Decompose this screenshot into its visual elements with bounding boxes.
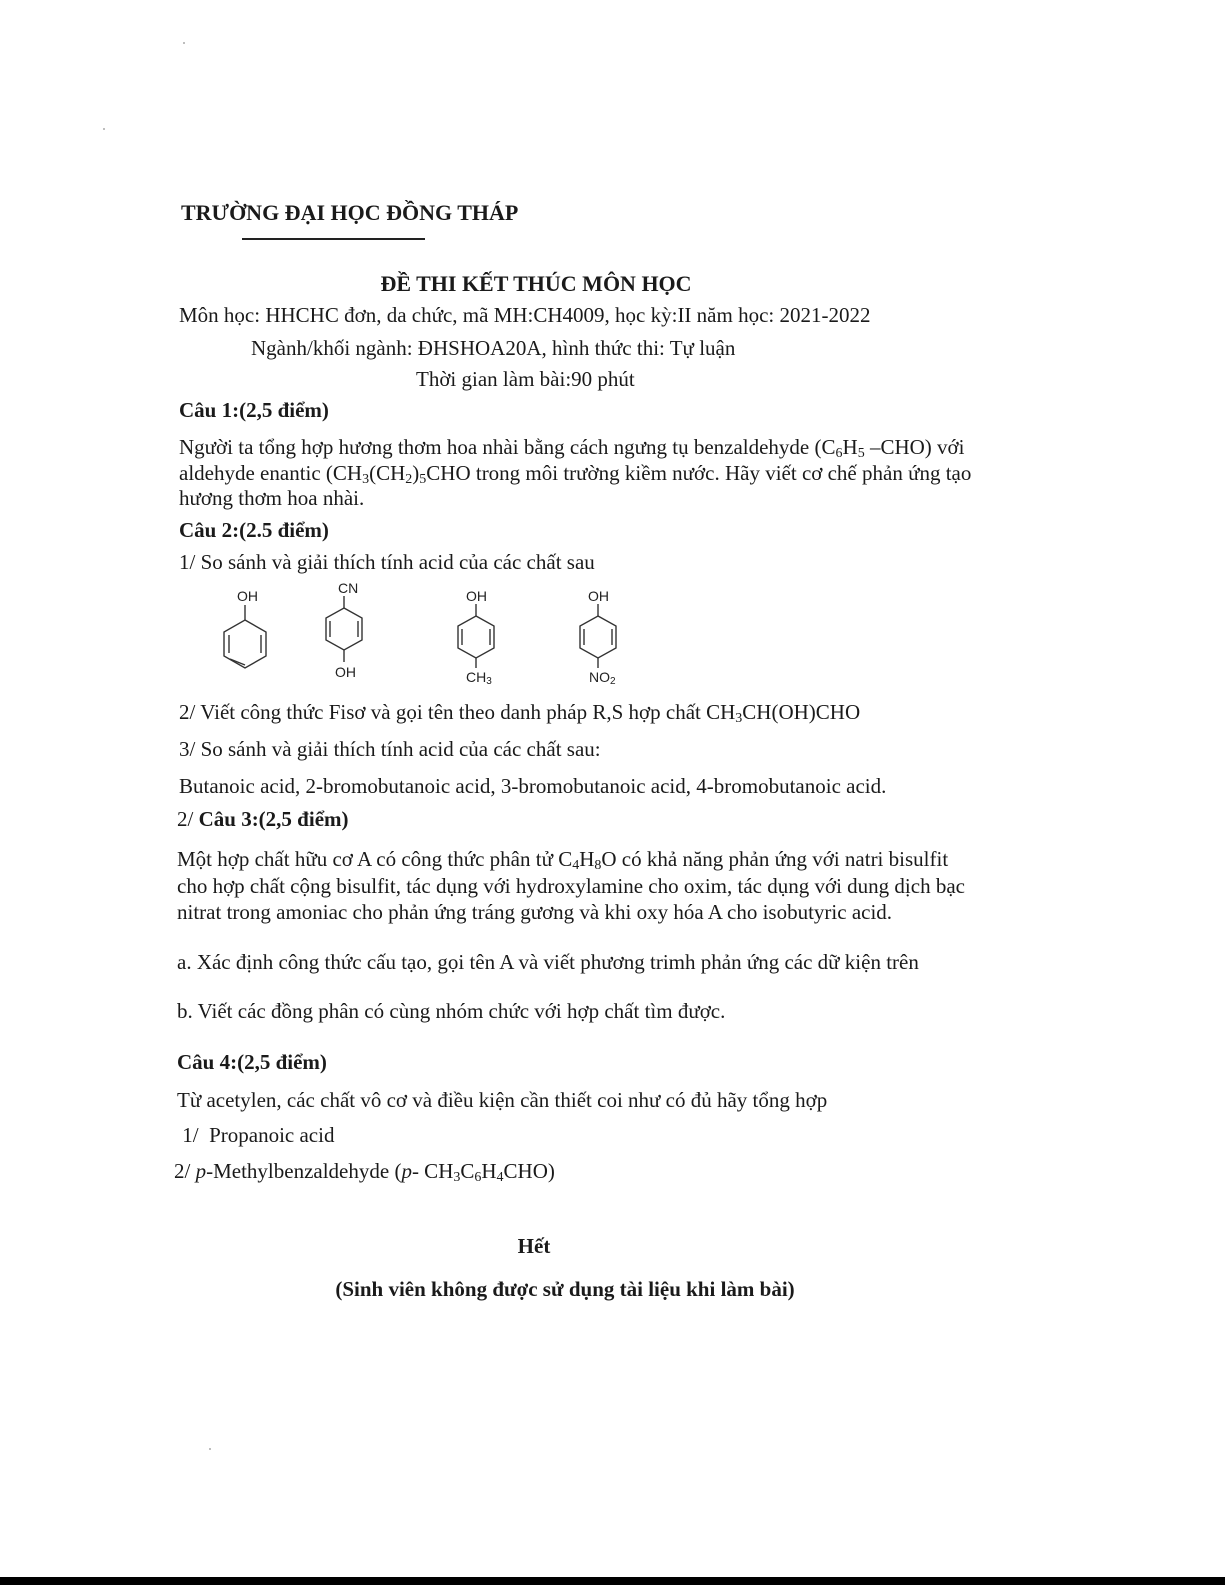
school-name: TRƯỜNG ĐẠI HỌC ĐỒNG THÁP [181,200,519,225]
question-2-part-2: 2/ Viết công thức Fisơ và gọi tên theo danh pháp R,S hợp chất $CH_3CH(OH)CHO$ [179,700,861,726]
question-2-part-1: 1/ So sánh và giải thích tính acid của các chất sau [179,550,595,574]
question-4-item-2: 2/ p-Methylbenzaldehyde (p- $CH_3C_6H_4CHO$) [174,1159,555,1185]
nitrophenol-structure [580,588,616,687]
question-3-heading: 2/ Câu 3:(2,5 điểm) [177,807,349,831]
question-4-heading: Câu 4:(2,5 điểm) [177,1050,327,1074]
phenol-structures-figure [200,578,660,688]
end-label: Hết [517,1234,551,1258]
question-3-line-3: nitrat trong amoniac cho phản ứng tráng gương và khi oxy hóa A cho isobutyric acid. [177,900,893,924]
cyanophenol-cn-label: CN [338,580,359,596]
cyanophenol-structure [326,580,362,680]
scan-speck [183,42,185,44]
major-line: Ngành/khối ngành: ĐHSHOA20A, hình thức thi: Tự luận [251,336,736,360]
scan-bottom-edge [0,1577,1225,1585]
phenol-oh-label: OH [237,588,258,604]
methylphenol-ch3-label: CH3 [466,669,492,687]
question-4-intro: Từ acetylen, các chất vô cơ và điều kiện cần thiết coi như có đủ hãy tổng hợp [177,1088,828,1112]
question-2-part-3: 3/ So sánh và giải thích tính acid của các chất sau: [179,737,601,761]
nitrophenol-oh-label: OH [588,588,609,604]
question-2-heading: Câu 2:(2.5 điểm) [179,518,329,542]
question-2-part-3-list: Butanoic acid, 2-bromobutanoic acid, 3-bromobutanoic acid, 4-bromobutanoic acid. [179,774,887,798]
methylphenol-oh-label: OH [466,588,487,604]
nitrophenol-no2-label: NO2 [589,669,616,687]
question-1-line-3: hương thơm hoa nhài. [179,486,365,510]
question-1-line-2: aldehyde enantic ($CH_3(CH_2)_5CHO$ trong môi trường kiềm nước. Hãy viết cơ chế phản ứng tạo [179,461,972,487]
scan-speck [103,128,105,130]
course-line: Môn học: HHCHC đơn, da chức, mã MH:CH4009, học kỳ:II năm học: 2021-2022 [179,303,871,327]
cyanophenol-oh-label: OH [335,664,356,680]
question-1-heading: Câu 1:(2,5 điểm) [179,398,329,422]
question-3-part-a: a. Xác định công thức cấu tạo, gọi tên A và viết phương trimh phản ứng các dữ kiện trên [177,950,919,974]
question-4-item-1: 1/ Propanoic acid [177,1123,335,1147]
question-3-part-b: b. Viết các đồng phân có cùng nhóm chức với hợp chất tìm được. [177,999,726,1023]
phenol-structure [224,588,266,668]
header-underline [242,238,425,240]
question-3-line-1: Một hợp chất hữu cơ A có công thức phân tử $C_4H_8O$ có khả năng phản ứng với natri bisulfit [177,847,949,873]
exam-title: ĐỀ THI KẾT THÚC MÔN HỌC [380,271,692,296]
methylphenol-structure [458,588,494,687]
scan-speck [209,1448,211,1450]
time-line: Thời gian làm bài:90 phút [416,367,635,391]
footer-note: (Sinh viên không được sử dụng tài liệu khi làm bài) [335,1277,795,1301]
question-1-line-1: Người ta tổng hợp hương thơm hoa nhài bằng cách ngưng tụ benzaldehyde ($C_6H_5$ –CHO) với [179,435,965,461]
question-3-line-2: cho hợp chất cộng bisulfit, tác dụng với hydroxylamine cho oxim, tác dụng với dung dịch bạc [177,874,965,898]
